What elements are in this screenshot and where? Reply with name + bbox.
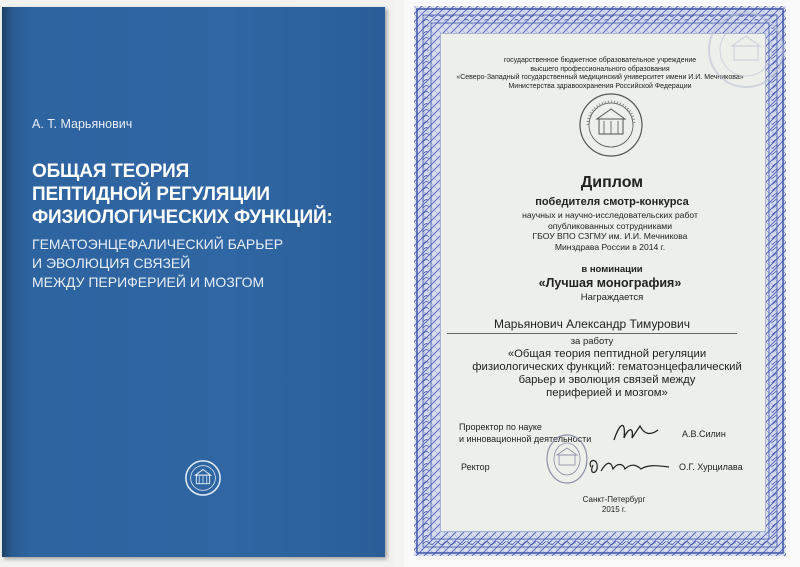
book-subtitle-line: И ЭВОЛЮЦИЯ СВЯЗЕЙ	[32, 255, 191, 271]
book-title-line: ПЕПТИДНОЙ РЕГУЛЯЦИИ	[32, 184, 270, 205]
book-subtitle-line: МЕЖДУ ПЕРИФЕРИЕЙ И МОЗГОМ	[32, 274, 265, 290]
signatory-2-name: О.Г. Хурцилава	[679, 462, 743, 472]
for-work-label: за работу	[570, 336, 614, 347]
contest-description	[470, 210, 750, 252]
work-line: физиологических функций: гематоэнцефалический	[472, 361, 742, 373]
signatory-2-role: Ректор	[461, 462, 490, 472]
desc-line: опубликованных сотрудниками	[547, 220, 673, 231]
book-title-line: ФИЗИОЛОГИЧЕСКИХ ФУНКЦИЙ:	[32, 207, 333, 228]
university-seal-icon	[578, 92, 644, 158]
recipient-name: Марьянович Александр Тимурович	[493, 317, 690, 331]
book-author: А. Т. Марьянович	[32, 117, 133, 131]
nomination-label: в номинации	[581, 264, 643, 275]
org-line: государственное бюджетное образовательное учреждение	[503, 57, 697, 64]
work-line: барьер и эволюция связей между	[518, 374, 696, 386]
desc-line: Минздрава России в 2014 г.	[554, 241, 666, 252]
desc-line: научных и научно-исследовательских работ	[522, 210, 698, 220]
role-line: и инновационной деятельности	[459, 434, 592, 444]
issuing-organization	[450, 57, 750, 91]
recipient-underline	[447, 333, 737, 334]
book-subtitle-line: ГЕМАТОЭНЦЕФАЛИЧЕСКИЙ БАРЬЕР	[32, 236, 284, 252]
awarded-label: Награждается	[580, 292, 644, 303]
desc-line: ГБОУ ВПО СЗГМУ им. И.И. Мечникова	[532, 231, 688, 241]
org-line: высшего профессионального образования	[530, 65, 670, 73]
signatory-1-name: А.В.Силин	[682, 429, 726, 439]
org-line: «Северо-Западный государственный медицинский университет имени И.И. Мечникова»	[456, 74, 744, 82]
work-line: периферией и мозгом»	[546, 387, 668, 399]
year: 2015 г.	[601, 505, 627, 514]
signature-2-icon	[585, 455, 675, 479]
work-title	[452, 348, 762, 400]
org-line: Министерства здравоохранения Российской Федерации	[508, 82, 692, 90]
diploma-title: Диплом	[580, 174, 644, 191]
nomination: «Лучшая монография»	[538, 276, 682, 290]
book-photo	[0, 0, 393, 567]
role-line: Проректор по науке	[459, 422, 542, 432]
work-line: «Общая теория пептидной регуляции	[507, 348, 707, 360]
spine-shadow	[2, 7, 12, 557]
place-and-date	[554, 495, 674, 515]
watermark-seal-icon	[706, 10, 786, 90]
winner-line: победителя смотр-конкурса	[535, 196, 689, 208]
book-subtitle	[32, 235, 283, 292]
signature-1-icon	[610, 418, 662, 446]
official-stamp-icon	[545, 433, 589, 485]
book-title-line: ОБЩАЯ ТЕОРИЯ	[32, 161, 190, 182]
book-title	[32, 160, 333, 229]
university-emblem-icon	[184, 459, 222, 497]
city: Санкт-Петербург	[582, 495, 646, 504]
